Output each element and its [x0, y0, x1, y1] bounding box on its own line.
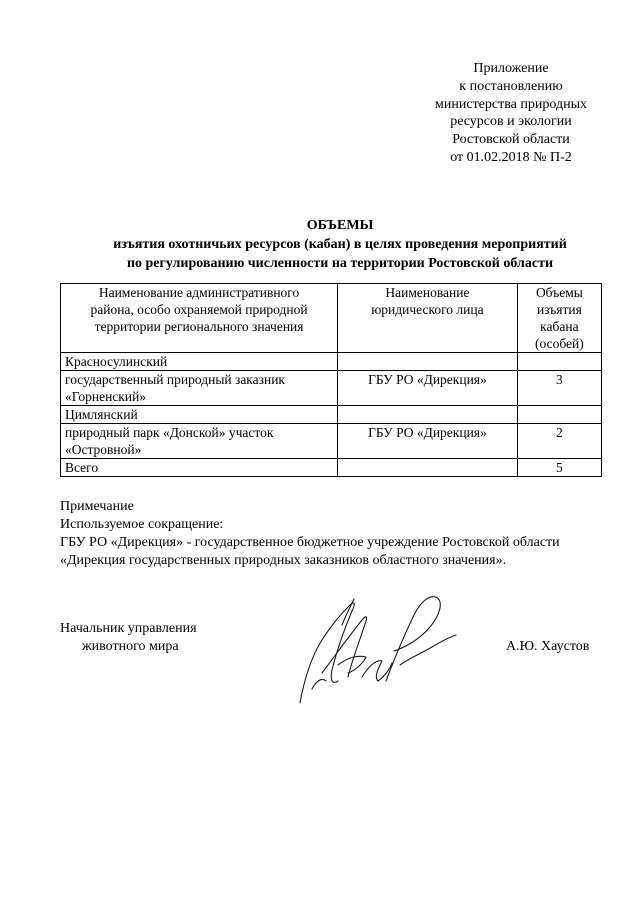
document-subtitle-line: по регулированию численности на территории Ростовской области [126, 256, 554, 271]
row-name-line: «Островной» [65, 442, 142, 457]
row-legal: ГБУ РО «Дирекция» [338, 424, 518, 459]
table-row [61, 371, 602, 406]
header-district [61, 284, 338, 353]
row-name-line: Красносулинский [65, 354, 168, 369]
row-value: 2 [517, 424, 601, 459]
row-value [517, 353, 601, 371]
header-line: территории регионального значения [94, 319, 304, 334]
row-value: 3 [517, 371, 601, 406]
note-line: Используемое сокращение: [60, 517, 224, 532]
document-heading [40, 216, 640, 273]
header-line: юридического лица [371, 302, 484, 317]
row-value [517, 406, 601, 424]
header-line: кабана [540, 319, 579, 334]
header-legal-entity [338, 284, 518, 353]
appendix-line: ресурсов и экологии [450, 114, 572, 130]
row-legal: ГБУ РО «Дирекция» [338, 371, 518, 406]
appendix-line: Приложение [473, 61, 549, 76]
appendix-line: Ростовской области [452, 132, 570, 148]
note-block [60, 498, 620, 570]
row-legal [338, 459, 518, 477]
row-name [61, 371, 338, 406]
appendix-line: к постановлению [459, 78, 563, 94]
row-value: 5 [517, 459, 601, 477]
row-name [61, 353, 338, 371]
row-name-line: Всего [65, 460, 99, 475]
table-row [61, 406, 602, 424]
row-name-line: природный парк «Донской» участок [65, 425, 274, 440]
signatory-name: А.Ю. Хаустов [506, 639, 590, 654]
table-row-total [61, 459, 602, 477]
table-row [61, 353, 602, 371]
volumes-table [60, 283, 602, 477]
row-name [61, 406, 338, 424]
row-name-line: «Горненский» [65, 389, 147, 404]
document-subtitle-line: изъятия охотничьих ресурсов (кабан) в целях проведения мероприятий [113, 237, 567, 252]
header-line: изъятия [536, 302, 582, 317]
signatory-position [60, 620, 197, 656]
header-volume [517, 284, 601, 353]
handwritten-signature [282, 585, 462, 710]
table-row [61, 424, 602, 459]
document-title: ОБЪЕМЫ [306, 218, 374, 233]
row-name [61, 459, 338, 477]
row-name [61, 424, 338, 459]
note-title: Примечание [60, 499, 134, 514]
header-line: района, особо охраняемой природной [90, 302, 308, 317]
table-header-row [61, 284, 602, 353]
header-line: (особей) [535, 336, 584, 351]
note-line: ГБУ РО «Дирекция» - государственное бюджетное учреждение Ростовской области [60, 535, 560, 550]
appendix-block [418, 60, 604, 167]
signatory-position-line: животного мира [82, 639, 179, 654]
row-name-line: Цимлянский [65, 407, 138, 422]
note-line: «Дирекция государственных природных заказников областного значения». [60, 553, 507, 568]
signatory-position-line: Начальник управления [60, 621, 197, 636]
row-legal [338, 353, 518, 371]
appendix-line: министерства природных [435, 96, 587, 112]
row-legal [338, 406, 518, 424]
appendix-line: от 01.02.2018 № П-2 [450, 149, 572, 165]
header-line: Объемы [535, 285, 583, 300]
header-line: Наименование [385, 285, 470, 300]
header-line: Наименование административного [98, 285, 300, 300]
row-name-line: государственный природный заказник [65, 372, 285, 387]
